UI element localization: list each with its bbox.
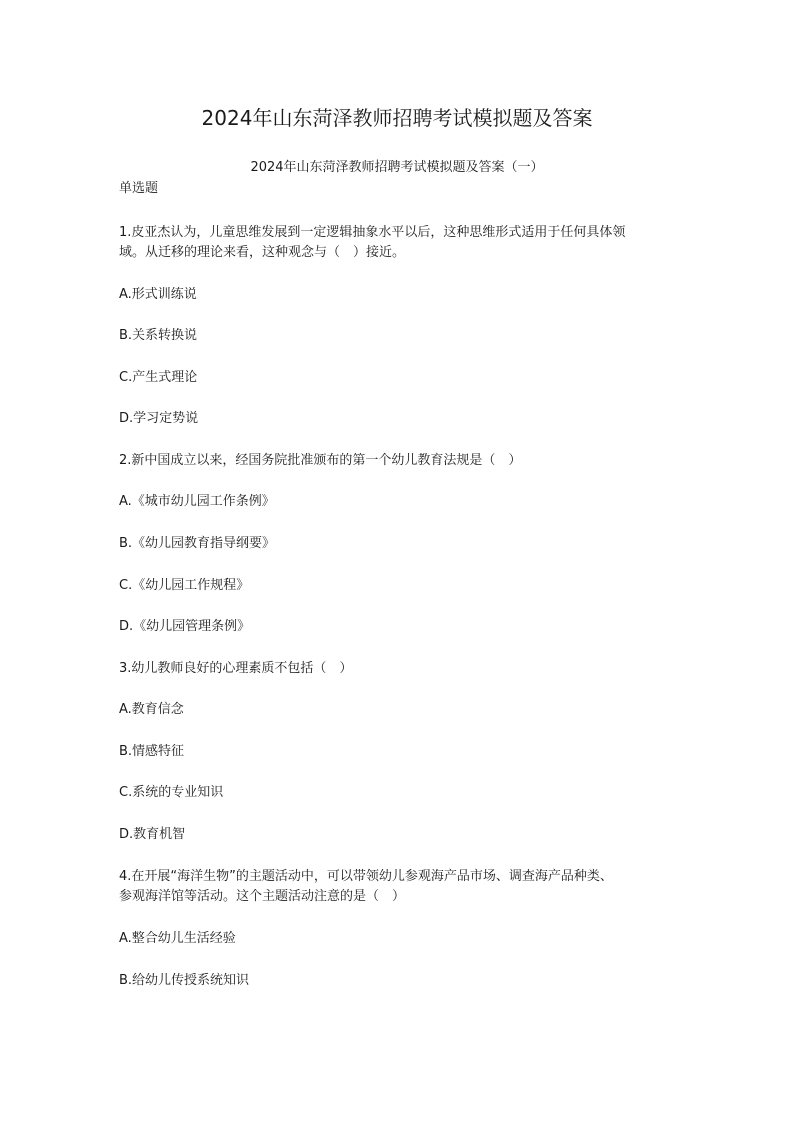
- question-2-stem-line-1: 2.新中国成立以来，经国务院批准颁布的第一个幼儿教育法规是（ ）: [119, 453, 522, 468]
- question-4-stem-line-1: 4.在开展“海洋生物”的主题活动中，可以带领幼儿参观海产品市场、调查海产品种类、: [119, 869, 613, 884]
- document-title: 2024年山东菏泽教师招聘考试模拟题及答案: [201, 106, 593, 130]
- question-2-option-b: B.《幼儿园教育指导纲要》: [119, 536, 276, 551]
- document-subtitle: 2024年山东菏泽教师招聘考试模拟题及答案（一）: [250, 160, 544, 175]
- section-label: 单选题: [119, 181, 159, 196]
- question-2-option-d: D.《幼儿园管理条例》: [119, 619, 251, 634]
- question-3-option-b: B.情感特征: [119, 744, 185, 759]
- question-1-option-b: B.关系转换说: [119, 328, 198, 343]
- question-4-stem-line-2: 参观海洋馆等活动。这个主题活动注意的是（ ）: [119, 889, 406, 904]
- question-1-option-d: D.学习定势说: [119, 411, 199, 426]
- question-3-option-d: D.教育机智: [119, 827, 186, 842]
- question-2-option-a: A.《城市幼儿园工作条例》: [119, 494, 275, 509]
- question-1-option-a: A.形式训练说: [119, 287, 197, 302]
- question-1-option-c: C.产生式理论: [119, 370, 198, 385]
- question-3-stem-line-1: 3.幼儿教师良好的心理素质不包括（ ）: [119, 661, 353, 676]
- question-4-option-b: B.给幼儿传授系统知识: [119, 973, 250, 988]
- question-1-stem-line-1: 1.皮亚杰认为，儿童思维发展到一定逻辑抽象水平以后，这种思维形式适用于任何具体领: [119, 225, 626, 240]
- question-3-option-a: A.教育信念: [119, 702, 184, 717]
- question-3-option-c: C.系统的专业知识: [119, 785, 224, 800]
- question-2-option-c: C.《幼儿园工作规程》: [119, 578, 250, 593]
- question-1-stem-line-2: 域。从迁移的理论来看，这种观念与（ ）接近。: [119, 245, 406, 260]
- question-4-option-a: A.整合幼儿生活经验: [119, 931, 236, 946]
